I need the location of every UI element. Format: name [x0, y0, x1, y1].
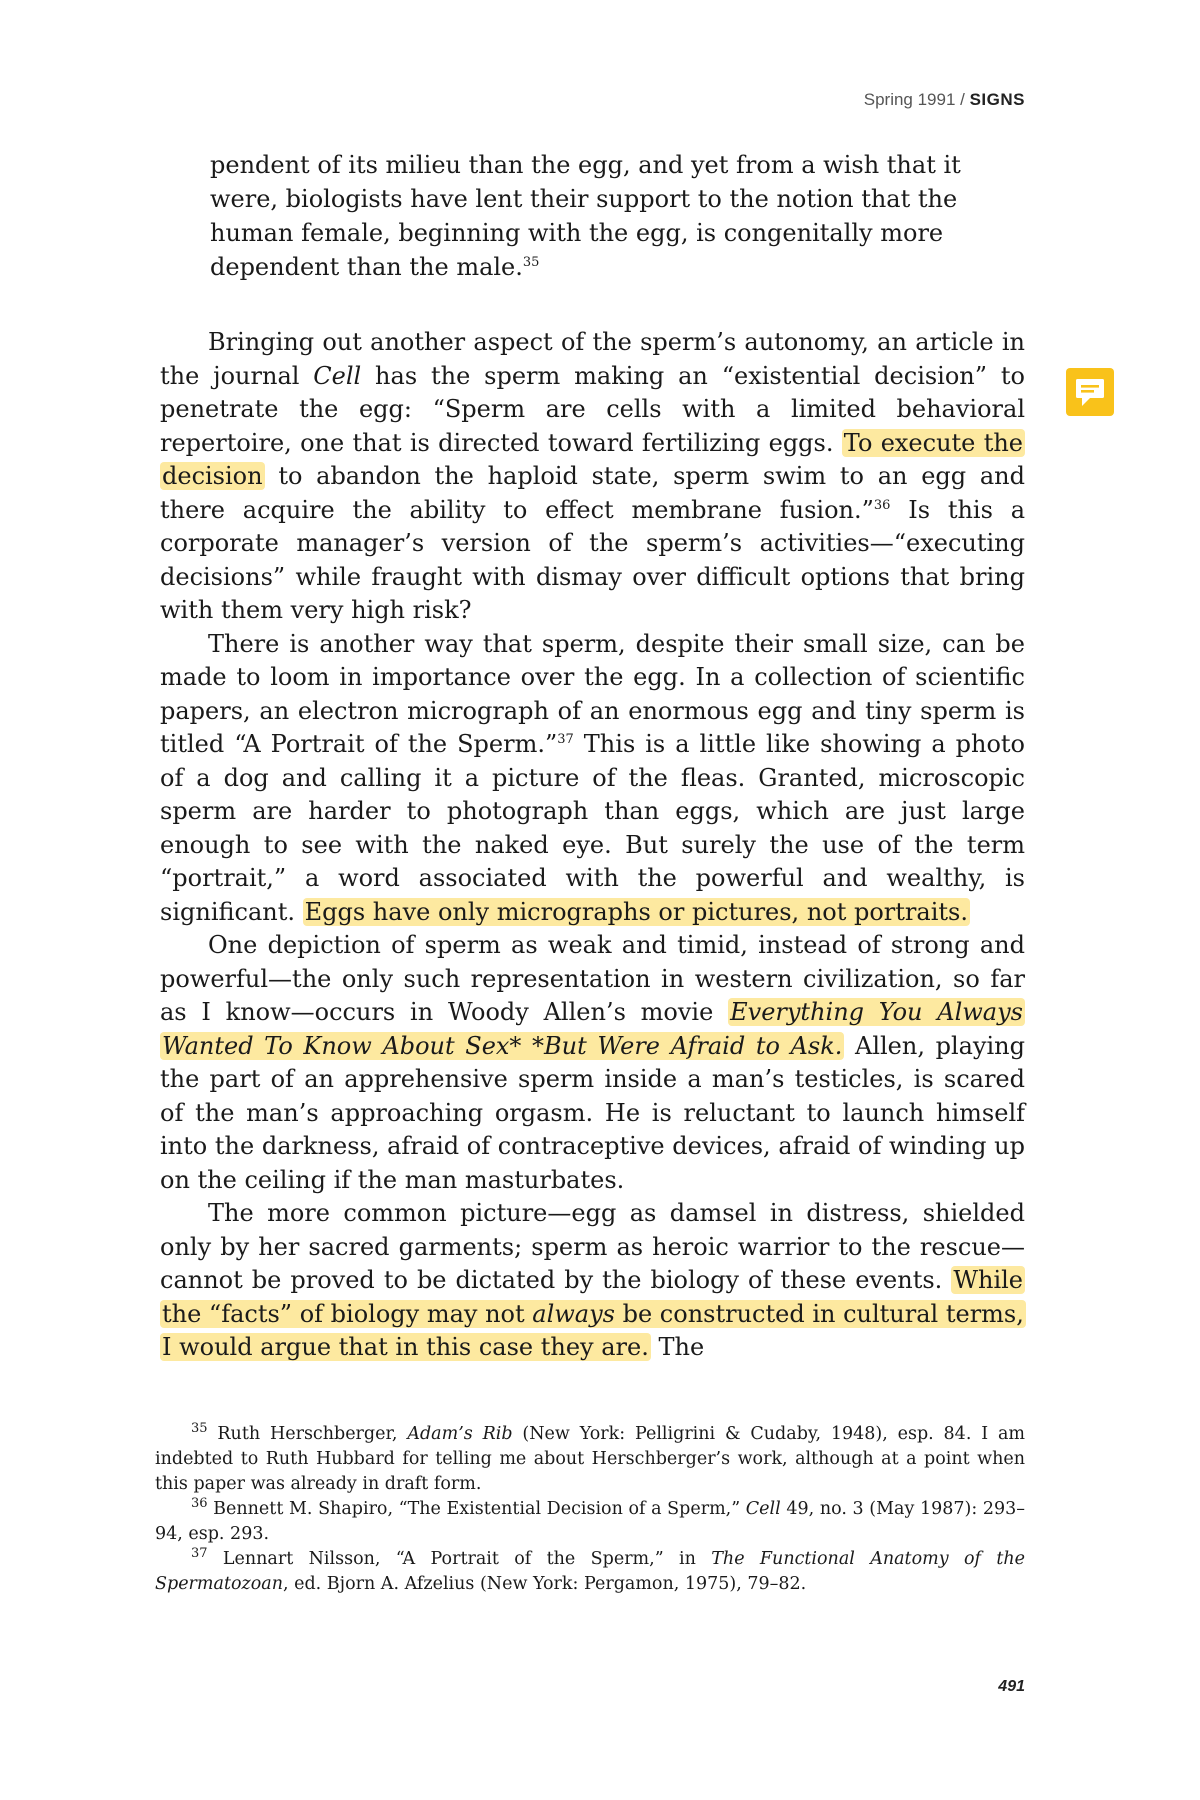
header-journal: SIGNS [969, 90, 1025, 109]
book-title: Adam’s Rib [407, 1424, 513, 1444]
footnote-number: 35 [191, 1421, 208, 1437]
footnote-number: 37 [191, 1546, 208, 1562]
book-title: The Functional Anatomy of the Spermatozoan [155, 1549, 1025, 1594]
text-run: The more common picture—egg as damsel in distress, shielded only by her sacred garments; sperm as heroic warrior to the rescue—cannot be proved to be dictated by the biology of these events. [160, 1199, 1025, 1294]
text-run: While the “facts” of biology may not [162, 1266, 1023, 1328]
footnote-35 [155, 1422, 1025, 1497]
text-run: Allen, playing the part of an apprehensive sperm inside a man’s testicles, is scared of the man’s approaching orgasm. He is reluctant to launch himself into the darkness, afraid of contraceptive devices, afraid of winding up on the ceiling if the man masturbates. [160, 1031, 1025, 1194]
journal-title: Cell [745, 1499, 781, 1519]
page-number: 491 [998, 1678, 1025, 1695]
footnote-ref[interactable]: 37 [557, 732, 574, 747]
footnotes [155, 1422, 1025, 1597]
text-run: , ed. Bjorn A. Afzelius (New York: Pergamon, 1975), 79–82. [282, 1574, 807, 1594]
footnote-37 [155, 1547, 1025, 1597]
header-issue: Spring 1991 / [863, 90, 970, 109]
footnote-36 [155, 1497, 1025, 1547]
highlight[interactable]: To execute the decision [162, 428, 1023, 490]
paragraph-1 [160, 326, 1025, 628]
text-run: Ruth Herschberger, [207, 1424, 408, 1444]
paragraph-3 [160, 929, 1025, 1197]
comment-annotation-button[interactable] [1066, 368, 1114, 416]
journal-title: Cell [313, 361, 362, 390]
text-run: has the sperm making an “existential decision” to penetrate the egg: “Sperm are cells with a limited behavioral repertoire, one that is directed toward fertilizing eggs. [160, 361, 1025, 457]
text-run: The [650, 1333, 705, 1361]
text-run: Bennett M. Shapiro, “The Existential Decision of a Sperm,” [207, 1499, 746, 1519]
text-run: to abandon the haploid state, sperm swim to an egg and there acquire the ability to effect membrane fusion.” [160, 462, 1025, 524]
paragraph-2 [160, 628, 1025, 930]
highlight[interactable]: Everything You Always Wanted To Know About Sex* *But Were Afraid to Ask. [162, 998, 1023, 1060]
text-run: be constructed in cultural terms, I would argue that in this case they are. [162, 1299, 1024, 1361]
text-run: Lennart Nilsson, “A Portrait of the Sperm,” in [207, 1549, 712, 1569]
footnote-ref[interactable]: 35 [522, 255, 540, 270]
emphasis: always [532, 1299, 615, 1328]
text-run: 49, no. 3 (May 1987): 293–94, esp. 293. [155, 1499, 1025, 1544]
footnote-number: 36 [191, 1496, 208, 1512]
text-run: Bringing out another aspect of the sperm’s autonomy, an article in the journal [160, 328, 1025, 390]
paragraph-4 [160, 1197, 1025, 1365]
text-run: There is another way that sperm, despite their small size, can be made to loom in importance over the egg. In a collection of scientific papers, an electron micrograph of an enormous egg and tiny sperm is titled “A Portrait of the Sperm.” [160, 629, 1025, 758]
block-quote-text: pendent of its milieu than the egg, and yet from a wish that it were, biologists have lent their support to the notion that the human female, beginning with the egg, is congenitally more dependent than the male. [210, 151, 961, 281]
body-text [160, 326, 1025, 1365]
highlight[interactable]: Eggs have only micrographs or pictures, not portraits. [304, 897, 968, 926]
text-run: (New York: Pelligrini & Cudaby, 1948), esp. 84. I am indebted to Ruth Hubbard for telling me about Herschberger’s work, although at a point when this paper was already in draft form. [155, 1424, 1025, 1494]
text-run: Is this a corporate manager’s version of the sperm’s activities—“executing decisions” while fraught with dismay over difficult options that bring with them very high risk? [160, 495, 1026, 624]
footnote-ref[interactable]: 36 [873, 497, 891, 513]
comment-icon [1066, 368, 1114, 416]
running-header [800, 90, 1025, 110]
text-run: One depiction of sperm as weak and timid, instead of strong and powerful—the only such representation in western civilization, so far as I know—occurs in Woody Allen’s movie [160, 931, 1025, 1026]
block-quote [210, 148, 985, 284]
text-run: This is a little like showing a photo of a dog and calling it a picture of the fleas. Granted, microscopic sperm are harder to photograph than eggs, which are just large enough to see with the naked eye. But surely the use of the term “portrait,” a word associated with the powerful and wealthy, is significant. [160, 730, 1025, 926]
